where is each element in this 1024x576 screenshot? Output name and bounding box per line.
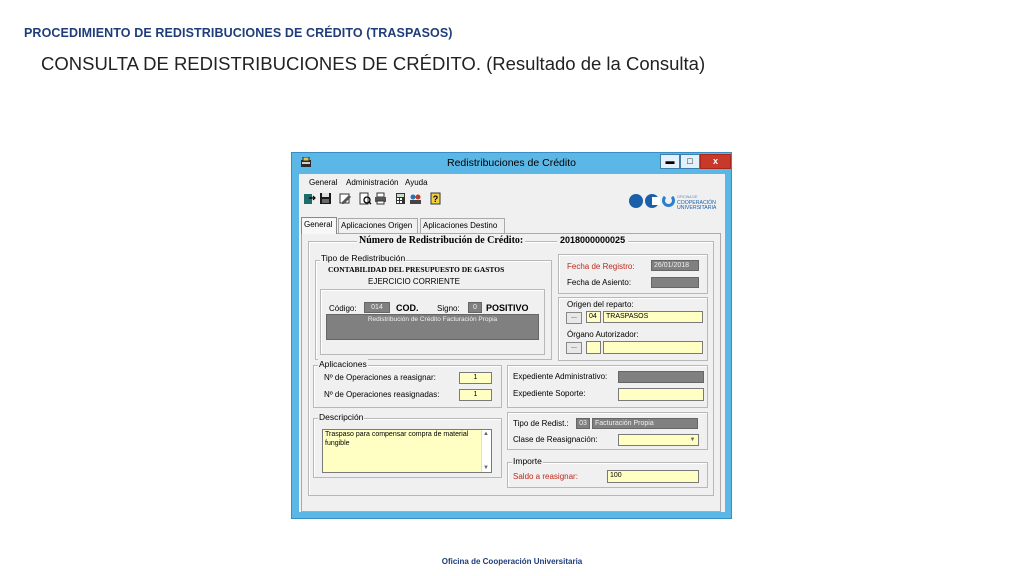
exp-soporte-label: Expediente Soporte: bbox=[513, 389, 586, 398]
logo-line-2: COOPERACIÓN bbox=[677, 199, 716, 206]
tipo-descripcion-field[interactable]: Redistribución de Crédito Facturación Propia bbox=[326, 314, 539, 340]
origen-lookup-button[interactable]: ... bbox=[566, 312, 582, 324]
logo-text bbox=[677, 195, 716, 212]
organo-label: Órgano Autorizador: bbox=[567, 330, 639, 339]
origen-label: Origen del reparto: bbox=[567, 300, 634, 309]
organo-value-field[interactable] bbox=[603, 341, 703, 354]
save-icon[interactable] bbox=[319, 192, 332, 205]
exp-admin-field[interactable] bbox=[618, 371, 704, 383]
help-icon[interactable] bbox=[429, 192, 442, 205]
numero-value: 2018000000025 bbox=[557, 235, 628, 245]
importe-title: Importe bbox=[513, 456, 542, 466]
calculator-icon[interactable] bbox=[394, 192, 407, 205]
organo-lookup-button[interactable]: ... bbox=[566, 342, 582, 354]
svg-text:?: ? bbox=[432, 194, 439, 204]
app-window bbox=[291, 152, 732, 519]
slide-footer: Oficina de Cooperación Universitaria bbox=[441, 557, 583, 566]
fecha-asiento-label: Fecha de Asiento: bbox=[567, 278, 632, 287]
logo-circle-1 bbox=[629, 194, 643, 208]
scroll-down-icon[interactable]: ▼ bbox=[483, 464, 489, 471]
window-client bbox=[299, 174, 725, 512]
slide-header: PROCEDIMIENTO DE REDISTRIBUCIONES DE CRÉDITO (TRASPASOS) bbox=[24, 26, 453, 40]
tipo-line-2: EJERCICIO CORRIENTE bbox=[368, 277, 461, 286]
menu-ayuda[interactable]: Ayuda bbox=[405, 178, 428, 187]
fecha-asiento-field[interactable] bbox=[651, 277, 699, 288]
fecha-registro-field[interactable]: 26/01/2018 bbox=[651, 260, 699, 271]
saldo-label: Saldo a reasignar: bbox=[513, 472, 578, 481]
users-icon[interactable] bbox=[409, 192, 422, 205]
descripcion-textarea[interactable] bbox=[322, 429, 492, 473]
n-reasignadas-field[interactable]: 1 bbox=[459, 389, 492, 401]
logo-circle-2 bbox=[645, 194, 659, 208]
tab-aplicaciones-destino[interactable]: Aplicaciones Destino bbox=[420, 218, 505, 233]
tipo-redist-label: Tipo de Redist.: bbox=[513, 419, 569, 428]
aplicaciones-title: Aplicaciones bbox=[319, 359, 367, 369]
slide-title: CONSULTA DE REDISTRIBUCIONES DE CRÉDITO. (Resultado de la Consulta) bbox=[41, 53, 706, 74]
saldo-field[interactable]: 100 bbox=[607, 470, 699, 483]
maximize-button[interactable]: □ bbox=[680, 154, 700, 169]
logo-line-3: UNIVERSITARIA bbox=[677, 205, 717, 212]
chevron-down-icon[interactable]: ▼ bbox=[689, 437, 696, 443]
codigo-field[interactable]: 014 bbox=[364, 302, 390, 313]
menu-administracion[interactable]: Administración bbox=[346, 178, 399, 187]
signo-field[interactable]: 0 bbox=[468, 302, 482, 313]
origen-code-field[interactable]: 04 bbox=[586, 311, 601, 323]
tipo-redist-code-field[interactable]: 03 bbox=[576, 418, 590, 429]
n-reasignadas-label: Nº de Operaciones reasignadas: bbox=[324, 390, 440, 399]
logo-line-1: OFICINA DE bbox=[677, 195, 698, 199]
oficina-logo bbox=[629, 191, 723, 211]
tipo-redist-value-field[interactable]: Facturación Propia bbox=[592, 418, 698, 429]
tab-aplicaciones-origen[interactable]: Aplicaciones Origen bbox=[338, 218, 418, 233]
fecha-registro-label: Fecha de Registro: bbox=[567, 262, 635, 271]
descripcion-text: Traspaso para compensar compra de material fungible bbox=[325, 431, 469, 447]
tab-general[interactable]: General bbox=[301, 217, 337, 234]
exp-soporte-field[interactable] bbox=[618, 388, 704, 401]
organo-code-field[interactable] bbox=[586, 341, 601, 354]
minimize-button[interactable]: ▬ bbox=[660, 154, 680, 169]
preview-icon[interactable] bbox=[359, 192, 372, 205]
n-reasignar-field[interactable]: 1 bbox=[459, 372, 492, 384]
signo-label: Signo: bbox=[437, 304, 460, 313]
title-bar[interactable] bbox=[292, 153, 731, 174]
menu-general[interactable]: General bbox=[309, 178, 338, 187]
window-title: Redistribuciones de Crédito bbox=[447, 157, 576, 169]
origen-value-field[interactable]: TRASPASOS bbox=[603, 311, 703, 323]
descripcion-scrollbar[interactable] bbox=[481, 430, 491, 472]
clase-label: Clase de Reasignación: bbox=[513, 435, 598, 444]
exit-icon[interactable] bbox=[303, 192, 316, 205]
numero-label: Número de Redistribución de Crédito: bbox=[359, 235, 524, 246]
close-button[interactable]: x bbox=[700, 154, 731, 169]
logo-circle-3 bbox=[662, 194, 675, 207]
exp-admin-label: Expediente Administrativo: bbox=[513, 372, 608, 381]
print-icon[interactable] bbox=[374, 192, 387, 205]
edit-icon[interactable] bbox=[339, 192, 352, 205]
descripcion-title: Descripción bbox=[319, 412, 364, 422]
tipo-line-1: CONTABILIDAD DEL PRESUPUESTO DE GASTOS bbox=[328, 265, 505, 274]
codigo-text: COD. bbox=[396, 303, 419, 313]
codigo-label: Código: bbox=[329, 304, 357, 313]
n-reasignar-label: Nº de Operaciones a reasignar: bbox=[324, 373, 436, 382]
tab-page-general bbox=[301, 233, 721, 512]
scroll-up-icon[interactable]: ▲ bbox=[483, 431, 489, 437]
clase-select[interactable] bbox=[618, 434, 699, 446]
tipo-group-title: Tipo de Redistribución bbox=[321, 253, 406, 263]
signo-text: POSITIVO bbox=[486, 303, 529, 313]
